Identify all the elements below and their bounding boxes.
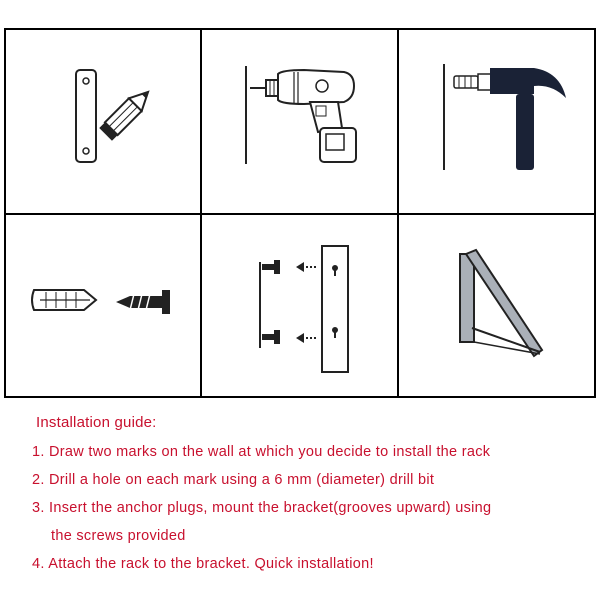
guide-title: Installation guide:: [36, 414, 157, 431]
folding-rack-icon: [460, 250, 542, 356]
hammer-anchor-icon: [444, 64, 566, 170]
step-2: 2. Drill a hole on each mark using a 6 mm (diameter) drill bit: [32, 472, 435, 488]
step-3-continued: the screws provided: [51, 528, 186, 544]
instruction-panels: [4, 28, 596, 398]
anchor-screw-icon: [32, 290, 170, 314]
step-4: 4. Attach the rack to the bracket. Quick installation!: [32, 556, 374, 572]
instruction-grid: [4, 28, 596, 398]
step-1: 1. Draw two marks on the wall at which you decide to install the rack: [32, 444, 491, 460]
bracket-mount-icon: [260, 246, 348, 372]
drill-icon: [246, 66, 356, 164]
step-3: 3. Insert the anchor plugs, mount the bracket(grooves upward) using: [32, 500, 492, 516]
pencil-mark-icon: [76, 70, 154, 162]
